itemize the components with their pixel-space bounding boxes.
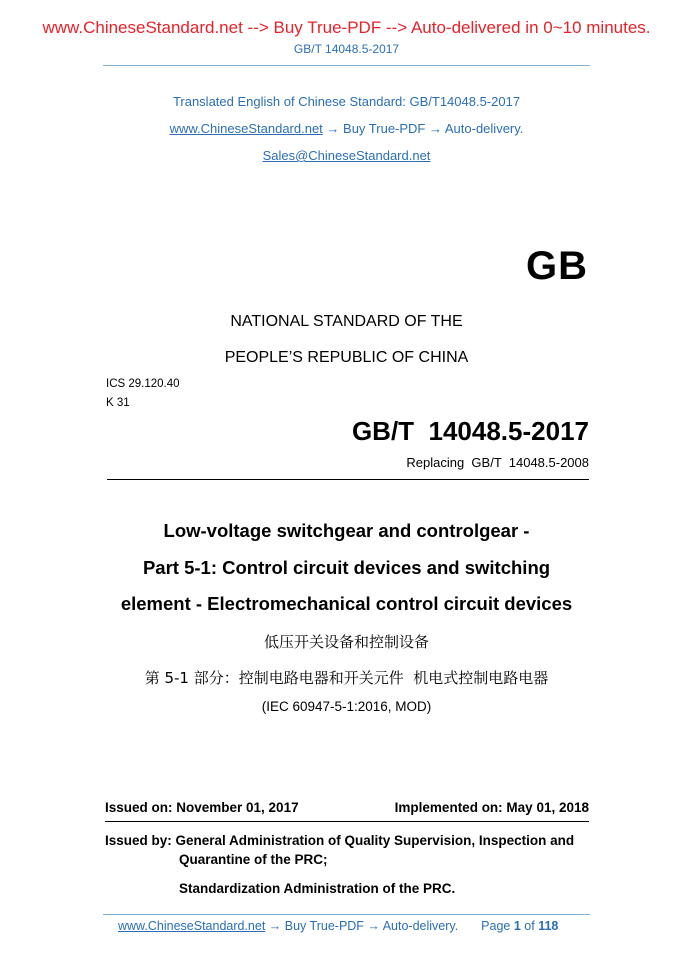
footer-purchase-text: → Buy True-PDF → Auto-delivery.: [265, 919, 459, 933]
issued-by-line2: Quarantine of the PRC;: [179, 852, 328, 867]
footer-page-label: Page: [481, 919, 511, 933]
title-en-line3: element - Electromechanical control circuit devices: [120, 593, 573, 614]
title-cn-line1: 低压开关设备和控制设备: [263, 633, 429, 651]
sales-email-link[interactable]: Sales@ChineseStandard.net: [262, 148, 431, 163]
replacing-note: Replacing GB/T 14048.5-2008: [406, 455, 589, 470]
translation-notice: Translated English of Chinese Standard: GB/T14048.5-2017: [172, 94, 521, 109]
national-standard-line2: PEOPLE’S REPUBLIC OF CHINA: [224, 349, 469, 366]
top-banner[interactable]: www.ChineseStandard.net --> Buy True-PDF --> Auto-delivered in 0~10 minutes.: [42, 18, 651, 37]
title-divider: [107, 479, 589, 480]
footer: [118, 919, 558, 933]
title-en-line2: Part 5-1: Control circuit devices and switching: [142, 557, 551, 578]
footer-divider: [103, 914, 590, 915]
header-doc-code: GB/T 14048.5-2017: [293, 42, 400, 56]
issued-by-line1: Issued by: General Administration of Quality Supervision, Inspection and: [105, 833, 575, 848]
footer-site-link[interactable]: www.ChineseStandard.net: [118, 919, 266, 933]
issued-by-line3: Standardization Administration of the PRC.: [179, 881, 456, 896]
header-divider: [103, 65, 590, 66]
standard-code: GB/T 14048.5-2017: [351, 416, 589, 446]
site-link[interactable]: www.ChineseStandard.net: [169, 121, 323, 136]
iec-equivalence: (IEC 60947-5-1:2016, MOD): [261, 699, 432, 714]
title-cn-line2: 第 5-1 部分：控制电路电器和开关元件 机电式控制电路电器: [144, 669, 549, 687]
title-en-line1: Low-voltage switchgear and controlgear -: [163, 520, 530, 541]
purchase-line: [0, 121, 693, 136]
issued-date: Issued on: November 01, 2017: [105, 800, 299, 815]
email-line: [0, 148, 693, 163]
national-standard-line1: NATIONAL STANDARD OF THE: [230, 313, 463, 330]
footer-total-pages: 118: [538, 919, 559, 933]
footer-of-label: of: [524, 919, 535, 933]
footer-page-number: 1: [513, 919, 521, 933]
ics-code: ICS 29.120.40: [106, 378, 180, 390]
implemented-date: Implemented on: May 01, 2018: [394, 800, 589, 815]
ccs-code: K 31: [106, 397, 130, 409]
dates-divider: [105, 821, 589, 822]
purchase-line-rest: → Buy True-PDF → Auto-delivery.: [322, 121, 524, 136]
gb-logo: GB: [526, 244, 588, 288]
